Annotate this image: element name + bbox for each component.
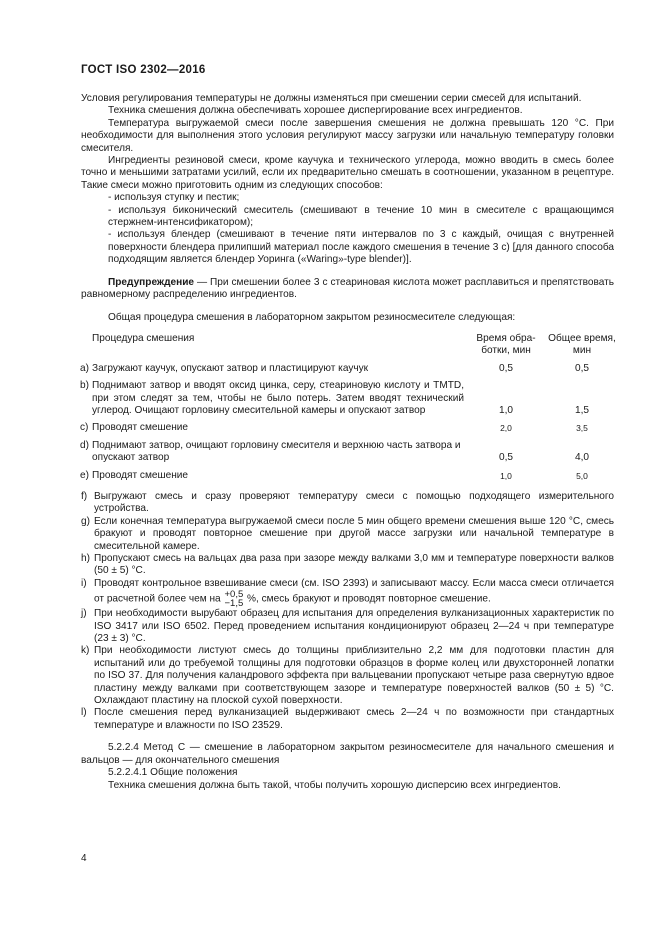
row-total: 3,5 — [576, 423, 588, 434]
row-total: 5,0 — [576, 470, 588, 481]
list-item-mortar: - используя ступку и пестик; — [108, 192, 240, 204]
tolerance-fraction: +0,5 −1,5 — [224, 589, 244, 610]
list-item-h: h) Пропускают смесь на вальцах два раза при зазоре между валками 3,0 мм и температуре поверхности валков (50 ± 5) °С. — [81, 553, 614, 577]
row-total: 4,0 — [574, 452, 590, 464]
table-row — [80, 358, 616, 375]
row-mark: d) — [80, 439, 89, 451]
row-mark: e) — [80, 469, 89, 481]
paragraph-general-procedure: Общая процедура смешения в лабораторном закрытом резиносмесителе следующая: — [108, 311, 516, 323]
row-time: 2,0 — [500, 423, 512, 434]
table-header-time: Время обра- ботки, мин — [476, 332, 536, 357]
section-heading-general: 5.2.2.4.1 Общие положения — [108, 767, 238, 779]
row-time: 0,5 — [498, 452, 514, 464]
table-row — [80, 435, 616, 465]
row-total: 0,5 — [574, 362, 590, 374]
paragraph-mixing-technique: Техника смешения должна обеспечивать хорошее диспергирование всех ингредиентов. — [108, 105, 523, 117]
row-time: 0,5 — [498, 362, 514, 374]
list-item-biconical-mixer: - используя биконический смеситель (смешивают в течение 10 мин в смесителе с вращающимся стержнем-интенсификатором); — [108, 204, 614, 229]
table-row — [80, 375, 616, 417]
row-procedure: Поднимают затвор и вводят оксид цинка, серу, стеариновую кислоту и TMTD, при этом следят за тем, чтобы не было потерь. Затем вводят технический углерод. Очищают горловину смесительной камеры и опускают затвор — [92, 380, 464, 416]
paragraph-temperature-control: Условия регулирования температуры не должны изменяться при смешении серии смесей для испытаний. — [81, 93, 582, 104]
row-time: 1,0 — [500, 470, 512, 481]
paragraph-mixing-dispersion: Техника смешения должна быть такой, чтобы получить хорошую дисперсию всех ингредиентов. — [108, 779, 561, 791]
table-header-procedure: Процедура смешения — [92, 332, 195, 344]
list-item-g: g) Если конечная температура выгружаемой смеси после 5 мин общего времени смешения выше 120 °С, смесь бракуют и проводят повторное смешение при другой массе загрузки или начальной температуре в смесительной камере. — [81, 515, 614, 552]
mixing-procedure-table — [80, 333, 616, 482]
table-row — [80, 417, 616, 434]
row-procedure: Загружают каучук, опускают затвор и пластицируют каучук — [92, 362, 369, 374]
paragraph-discharge-temperature: Температура выгружаемой смеси после завершения смешения не должна превышать 120 °С. При необходимости для выполнения этого условия регулируют массу загрузки или начальную температуру головки смесителя. — [81, 117, 614, 154]
warning-text: — При смешении более 3 с стеариновая кислота может расплавиться и препятствовать равномерному распределению ингредиентов. — [81, 276, 614, 301]
page-number: 4 — [81, 853, 87, 864]
warning-paragraph — [81, 277, 614, 302]
row-procedure: Проводят смешение — [92, 422, 189, 434]
table-header-total: Общее время, мин — [548, 332, 616, 357]
row-total: 1,5 — [574, 404, 590, 416]
row-procedure: Проводят смешение — [92, 469, 189, 481]
list-item-i: i) Проводят контрольное взвешивание смеси (см. ISO 2393) и записывают массу. Если масса смеси отличается от расчетной более чем на +0,5 −1,5 %, смесь бракуют и проводят повторное смешение. — [81, 577, 614, 610]
list-item-k: k) При необходимости листуют смесь до толщины приблизительно 2,2 мм для подготовки пластин для испытаний или до требуемой толщины для подготовки образцов в форме колец или двухсторонней лопатки по ISO 37. Для получения каландрового эффекта при вальцевании пропускают четыре раза свернутую вдвое пластину между валками при соответствующем зазоре и температуре поверхностей валков (50 ± 5) °С. Охлаждают пластину на плоской сухой поверхности. — [81, 645, 614, 707]
row-mark: a) — [80, 362, 89, 374]
list-item-blender: - используя блендер (смешивают в течение пяти интервалов по 3 с каждый, очищая с внутренней поверхности блендера прилипший материал после каждого смешения в течение 3 с) [для данного способа подходящим является блендер Уоринга («Waring»-type blender)]. — [108, 229, 614, 266]
row-mark: c) — [80, 422, 89, 434]
row-mark: b) — [80, 380, 89, 392]
section-heading-method-c: 5.2.2.4 Метод С — смешение в лабораторном закрытом резиносмесителе для начального смешения и вальцов — для окончательного смешения — [81, 742, 614, 766]
table-header-row — [80, 333, 616, 358]
paragraph-ingredients: Ингредиенты резиновой смеси, кроме каучука и технического углерода, можно вводить в смесь более точно и меньшими затратами усилий, если их предварительно смешать в соотношении, указанном в рецептуре. Такие смеси можно приготовить одним из следующих способов: — [81, 155, 614, 191]
warning-label: Предупреждение — [108, 276, 195, 288]
list-item-l: l) После смешения перед вулканизацией выдерживают смесь 2—24 ч по возможности при стандартных температуре и влажности по ISO 23529. — [81, 707, 614, 731]
row-procedure: Поднимают затвор, очищают горловину смесителя и верхнюю часть затвора и опускают затвор — [92, 439, 461, 464]
document-header: ГОСТ ISO 2302—2016 — [81, 64, 206, 76]
row-time: 1,0 — [498, 404, 514, 416]
table-row — [80, 465, 616, 482]
list-item-j: j) При необходимости вырубают образец для испытания для определения вулканизационных характеристик по ISO 3417 или ISO 6502. Перед проведением испытания кондиционируют образец 2—24 ч при температуре (23 ± 3) °С. — [81, 608, 614, 645]
document-body — [81, 93, 614, 792]
list-item-f: f) Выгружают смесь и сразу проверяют температуру смеси с помощью подходящего измерительного устройства. — [81, 490, 614, 515]
